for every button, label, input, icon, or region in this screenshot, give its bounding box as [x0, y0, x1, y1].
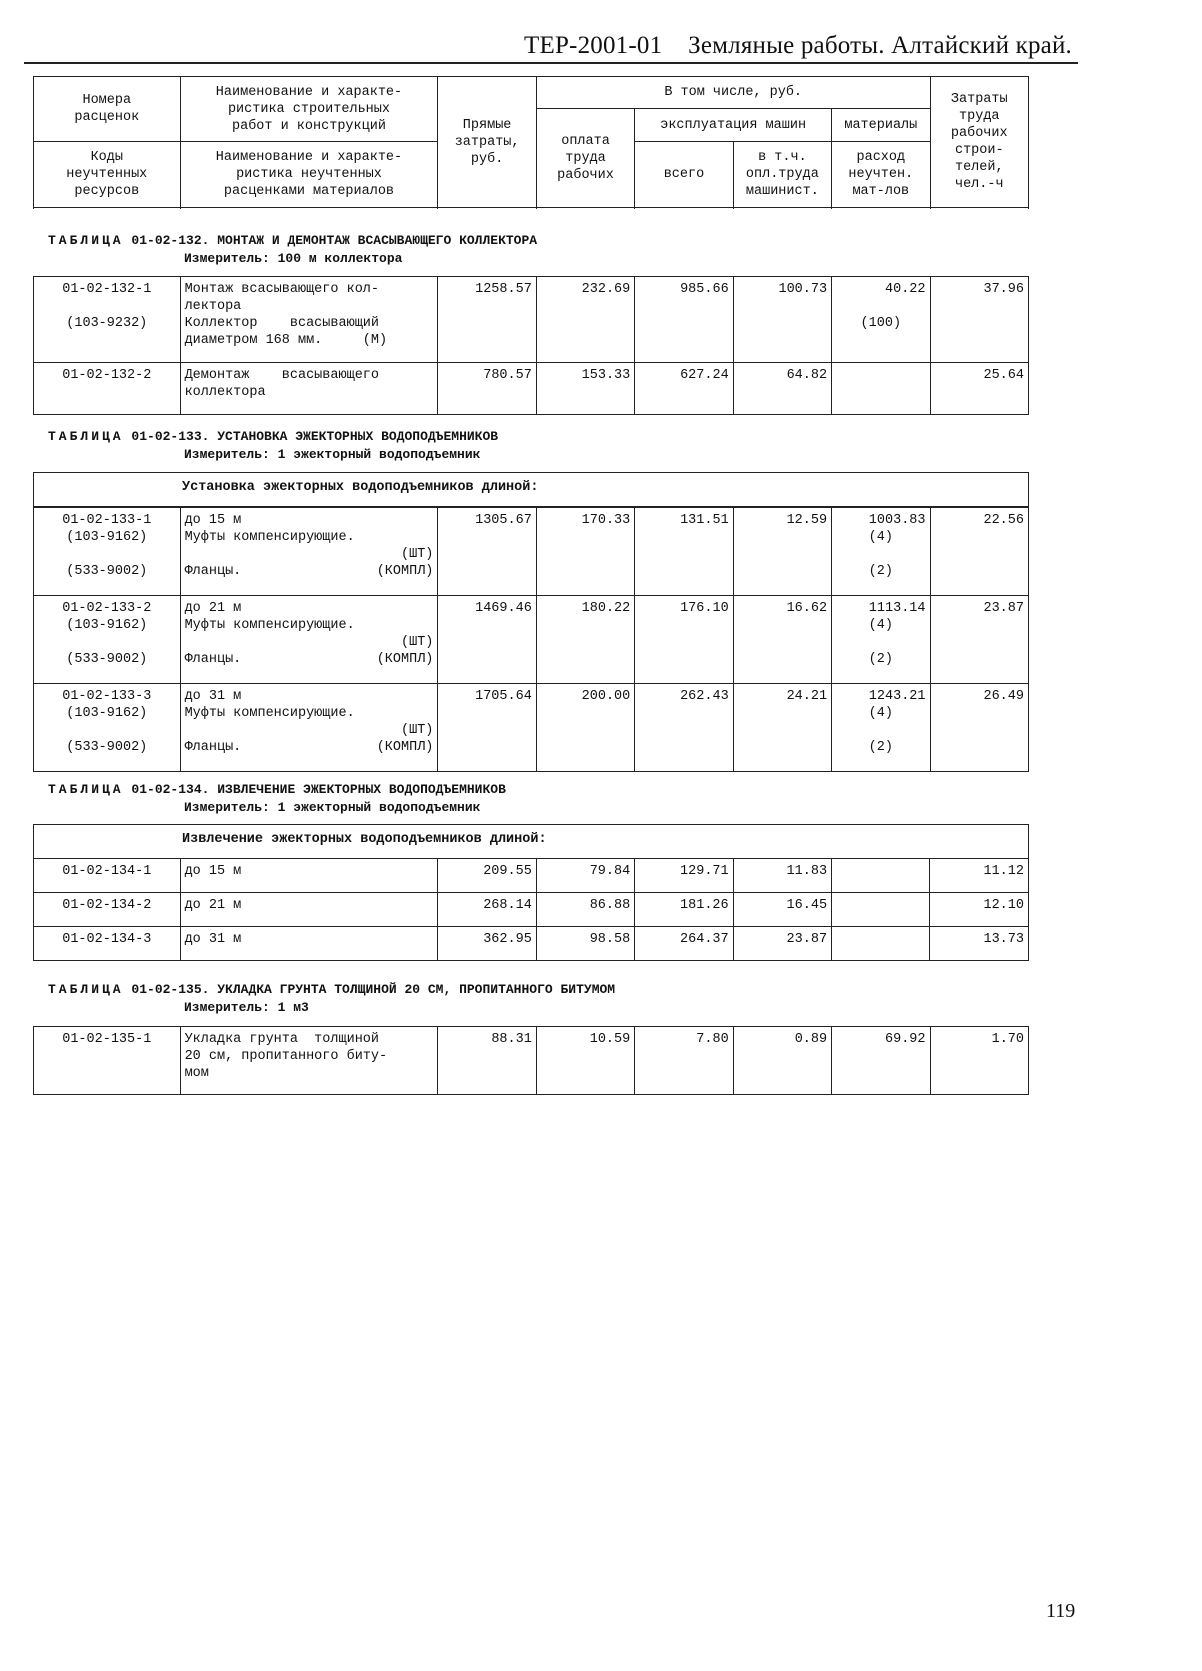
materials-cell: 40.22 (100) [832, 277, 930, 363]
machines-cell: 262.43 [635, 684, 733, 772]
header-work-name: Наименование и характе- ристика строительных работ и конструкций [180, 77, 438, 142]
table-row [34, 508, 1029, 596]
table-133-measure: Измеритель: 1 эжекторный водоподъемник [184, 447, 481, 462]
machines-cell: 129.71 [635, 859, 733, 893]
group-row [34, 825, 1029, 859]
wages-cell: 79.84 [536, 859, 634, 893]
materials-cell [832, 859, 930, 893]
direct-cost-cell: 1469.46 [438, 596, 536, 684]
labor-cell: 26.49 [930, 684, 1028, 772]
machines-cell: 627.24 [635, 363, 733, 415]
work-name-cell: до 21 м Муфты компенсирующие. (ШТ) Фланцы. (КОМПЛ) [180, 596, 438, 684]
work-name-cell: до 21 м [180, 893, 438, 927]
header-wages: оплата труда рабочих [536, 109, 634, 208]
group-label: Установка эжекторных водоподъемников длиной: [34, 473, 1029, 507]
group-row [34, 473, 1029, 507]
header-resource-codes: Коды неучтенных ресурсов [34, 142, 181, 208]
header-labor-costs: Затраты труда рабочих строи- телей, чел.-ч [930, 77, 1028, 208]
wages-cell: 86.88 [536, 893, 634, 927]
wages-cell: 232.69 [536, 277, 634, 363]
table-row [34, 596, 1029, 684]
rate-code-cell: 01-02-134-2 [34, 893, 181, 927]
header-material-name: Наименование и характе- ристика неучтенных расценками материалов [180, 142, 438, 208]
rate-code-cell: 01-02-133-2 (103-9162) (533-9002) [34, 596, 181, 684]
wages-cell: 10.59 [536, 1027, 634, 1095]
materials-cell: 1243.21 (4) (2) [832, 684, 930, 772]
table-135-name: 01-02-135. УКЛАДКА ГРУНТА ТОЛЩИНОЙ 20 СМ, ПРОПИТАННОГО БИТУМОМ [131, 982, 616, 997]
wages-cell: 153.33 [536, 363, 634, 415]
table-133-name: 01-02-133. УСТАНОВКА ЭЖЕКТОРНЫХ ВОДОПОДЪЕМНИКОВ [131, 429, 499, 444]
table-133 [33, 472, 1029, 507]
table-word: ТАБЛИЦА [48, 429, 124, 444]
rate-code-cell: 01-02-133-3 (103-9162) (533-9002) [34, 684, 181, 772]
table-row [34, 684, 1029, 772]
operator-wages-cell: 24.21 [733, 684, 831, 772]
table-132-measure: Измеритель: 100 м коллектора [184, 251, 403, 266]
header-materials: материалы [832, 109, 930, 142]
labor-cell: 1.70 [930, 1027, 1028, 1095]
table-133-rows [33, 507, 1029, 772]
rate-code-cell: 01-02-132-2 [34, 363, 181, 415]
direct-cost-cell: 362.95 [438, 927, 536, 961]
work-name-cell: до 15 м Муфты компенсирующие. (ШТ) Фланцы. (КОМПЛ) [180, 508, 438, 596]
wages-cell: 180.22 [536, 596, 634, 684]
labor-cell: 37.96 [930, 277, 1028, 363]
machines-cell: 985.66 [635, 277, 733, 363]
table-row [34, 363, 1029, 415]
page-number: 119 [1046, 1600, 1076, 1622]
table-row [34, 859, 1029, 893]
work-name-cell: до 31 м Муфты компенсирующие. (ШТ) Фланцы. (КОМПЛ) [180, 684, 438, 772]
materials-cell: 1113.14 (4) (2) [832, 596, 930, 684]
direct-cost-cell: 88.31 [438, 1027, 536, 1095]
table-word: ТАБЛИЦА [48, 782, 124, 797]
table-135-measure: Измеритель: 1 м3 [184, 1000, 309, 1015]
work-name-cell: Монтаж всасывающего кол- лектора Коллектор всасывающий диаметром 168 мм. (М) [180, 277, 438, 363]
rate-code-cell: 01-02-133-1 (103-9162) (533-9002) [34, 508, 181, 596]
table-132 [33, 276, 1029, 415]
column-header-table [33, 76, 1029, 208]
operator-wages-cell: 64.82 [733, 363, 831, 415]
table-word: ТАБЛИЦА [48, 982, 124, 997]
labor-cell: 23.87 [930, 596, 1028, 684]
operator-wages-cell: 16.62 [733, 596, 831, 684]
wages-cell: 98.58 [536, 927, 634, 961]
header-operator-wages: в т.ч. опл.труда машинист. [733, 142, 831, 208]
direct-cost-cell: 1305.67 [438, 508, 536, 596]
labor-cell: 13.73 [930, 927, 1029, 961]
work-name-cell: до 31 м [180, 927, 438, 961]
rate-code-cell: 01-02-135-1 [34, 1027, 181, 1095]
table-row [34, 893, 1029, 927]
header-unaccounted-materials: расход неучтен. мат-лов [832, 142, 930, 208]
machines-cell: 7.80 [635, 1027, 733, 1095]
machines-cell: 181.26 [635, 893, 733, 927]
labor-cell: 11.12 [930, 859, 1029, 893]
work-name-cell: Укладка грунта толщиной 20 см, пропитанного биту- мом [180, 1027, 438, 1095]
direct-cost-cell: 1258.57 [438, 277, 536, 363]
table-134 [33, 824, 1029, 961]
work-name-cell: Демонтаж всасывающего коллектора [180, 363, 438, 415]
header-rate-numbers: Номера расценок [34, 77, 181, 142]
machines-cell: 131.51 [635, 508, 733, 596]
direct-cost-cell: 1705.64 [438, 684, 536, 772]
table-135 [33, 1026, 1029, 1095]
operator-wages-cell: 11.83 [733, 859, 831, 893]
header-machines-total: всего [635, 142, 733, 208]
machines-cell: 264.37 [635, 927, 733, 961]
table-row [34, 277, 1029, 363]
rate-code-cell: 01-02-134-1 [34, 859, 181, 893]
direct-cost-cell: 780.57 [438, 363, 536, 415]
table-133-caption [48, 428, 498, 464]
operator-wages-cell: 16.45 [733, 893, 831, 927]
materials-cell [832, 893, 930, 927]
operator-wages-cell: 0.89 [733, 1027, 831, 1095]
table-row [34, 1027, 1029, 1095]
table-135-caption [48, 981, 615, 1017]
table-134-measure: Измеритель: 1 эжекторный водоподъемник [184, 800, 481, 815]
operator-wages-cell: 12.59 [733, 508, 831, 596]
table-134-name: 01-02-134. ИЗВЛЕЧЕНИЕ ЭЖЕКТОРНЫХ ВОДОПОДЪЕМНИКОВ [131, 782, 506, 797]
rate-code-cell: 01-02-132-1 (103-9232) [34, 277, 181, 363]
table-134-caption [48, 781, 506, 817]
header-including: В том числе, руб. [536, 77, 930, 109]
header-rule [24, 62, 1078, 64]
page-header-title: ТЕР-2001-01 Земляные работы. Алтайский край. [524, 32, 1072, 59]
wages-cell: 170.33 [536, 508, 634, 596]
materials-cell: 1003.83 (4) (2) [832, 508, 930, 596]
table-132-caption [48, 232, 537, 268]
wages-cell: 200.00 [536, 684, 634, 772]
direct-cost-cell: 209.55 [438, 859, 536, 893]
header-machine-operation: эксплуатация машин [635, 109, 832, 142]
table-word: ТАБЛИЦА [48, 233, 124, 248]
labor-cell: 22.56 [930, 508, 1028, 596]
labor-cell: 25.64 [930, 363, 1028, 415]
group-label: Извлечение эжекторных водоподъемников длиной: [34, 825, 1029, 859]
rate-code-cell: 01-02-134-3 [34, 927, 181, 961]
labor-cell: 12.10 [930, 893, 1029, 927]
table-132-name: 01-02-132. МОНТАЖ И ДЕМОНТАЖ ВСАСЫВАЮЩЕГО КОЛЛЕКТОРА [131, 233, 538, 248]
materials-cell: 69.92 [832, 1027, 930, 1095]
header-direct-costs: Прямые затраты, руб. [438, 77, 536, 208]
machines-cell: 176.10 [635, 596, 733, 684]
materials-cell [832, 927, 930, 961]
table-row [34, 927, 1029, 961]
operator-wages-cell: 23.87 [733, 927, 831, 961]
operator-wages-cell: 100.73 [733, 277, 831, 363]
work-name-cell: до 15 м [180, 859, 438, 893]
direct-cost-cell: 268.14 [438, 893, 536, 927]
materials-cell [832, 363, 930, 415]
